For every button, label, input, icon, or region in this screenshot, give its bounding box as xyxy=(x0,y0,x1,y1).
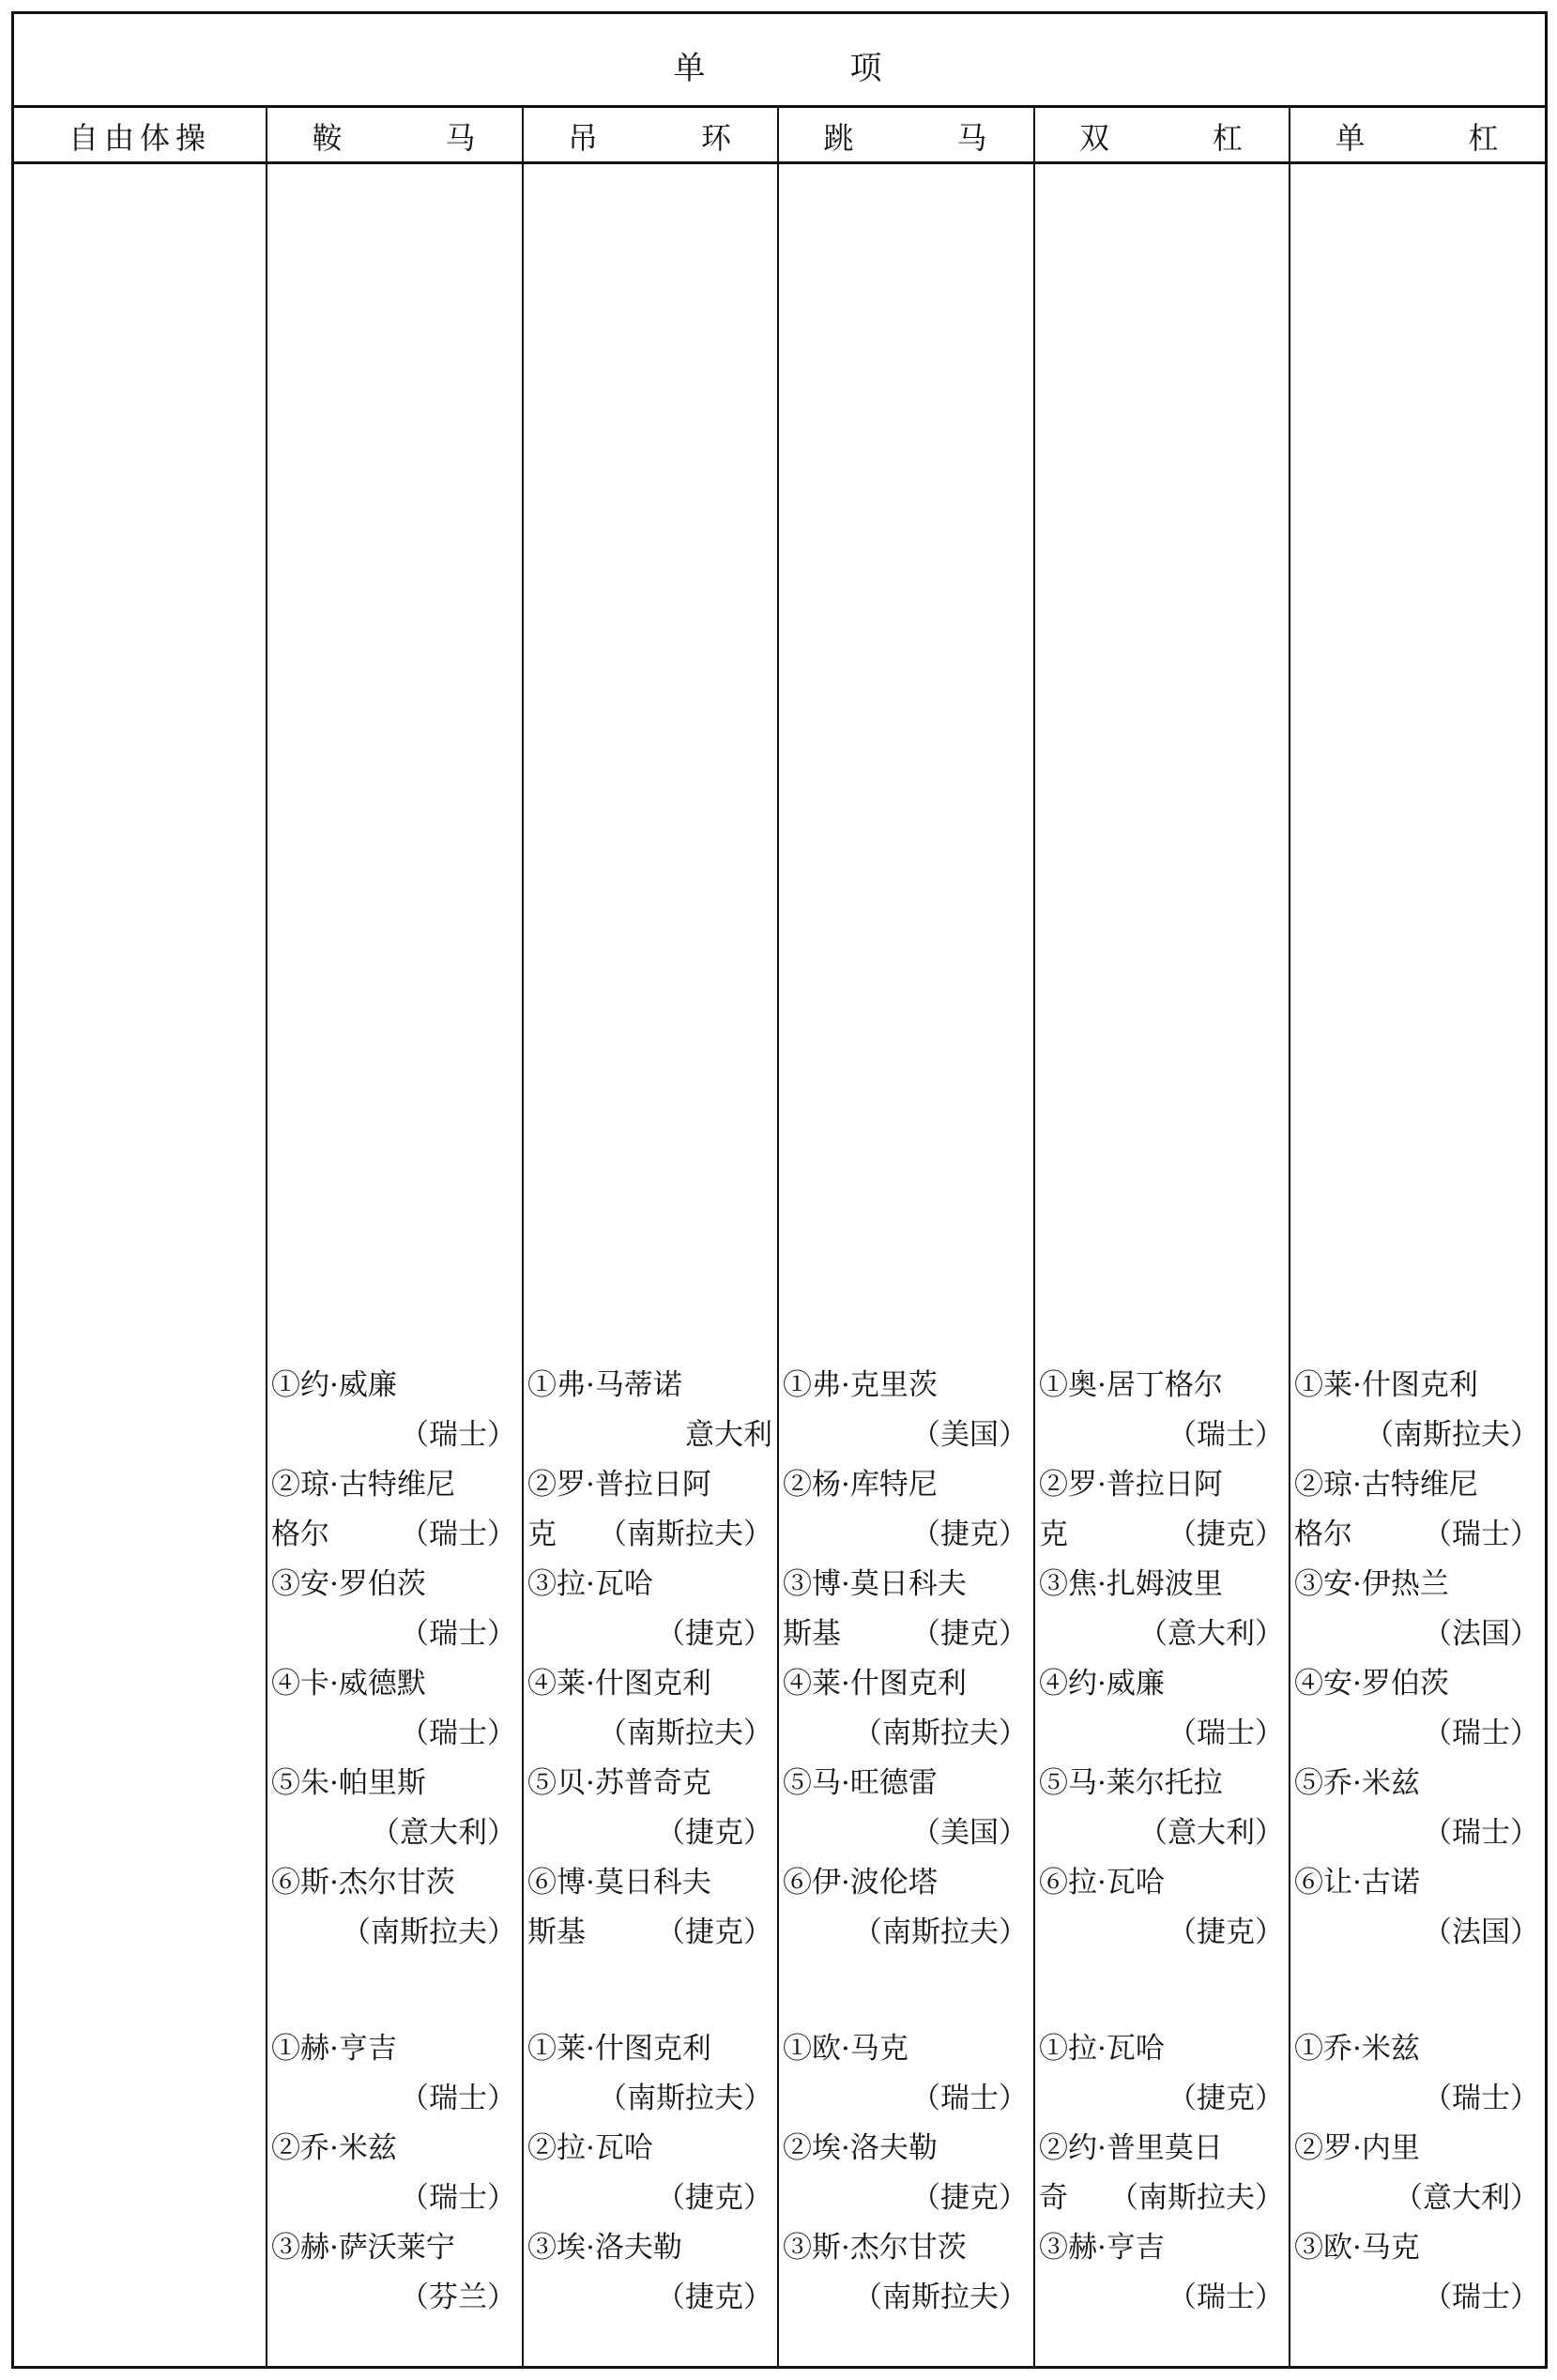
name-continuation: 克 xyxy=(1039,1518,1068,1551)
name-continuation: 斯基 xyxy=(527,1915,586,1949)
group2-results-cell xyxy=(1290,2024,1545,2323)
result-line: ①约·威廉 xyxy=(271,1368,397,1402)
result-line: ③欧·马克 xyxy=(1294,2231,1420,2265)
country-label: （瑞士） xyxy=(400,1518,516,1551)
result-line: ⑥伊·波伦塔 xyxy=(783,1866,938,1899)
result-line: （捷克） xyxy=(1168,2082,1284,2115)
result-line xyxy=(524,1510,778,1560)
result-line: （瑞士） xyxy=(1168,1716,1284,1750)
result-line: ②罗·内里 xyxy=(1294,2131,1420,2165)
column-header-parallel-bars xyxy=(1033,108,1289,164)
column-header-label: 杠 xyxy=(1468,120,1499,156)
name-continuation: 克 xyxy=(527,1518,557,1551)
column-header-high-bar xyxy=(1289,108,1545,164)
result-line: ③赫·萨沃莱宁 xyxy=(271,2231,455,2265)
result-line: （南斯拉夫） xyxy=(598,2082,772,2115)
result-line: （捷克） xyxy=(656,2281,772,2314)
country-label: （南斯拉夫） xyxy=(1109,2181,1284,2215)
country-label: （捷克） xyxy=(911,1617,1028,1651)
result-line: ③博·莫日科夫 xyxy=(783,1567,967,1601)
table-title xyxy=(14,42,1545,88)
column-header-label: 马 xyxy=(445,120,476,156)
group2-results-cell xyxy=(524,2024,778,2323)
result-line: ②杨·库特尼 xyxy=(783,1468,938,1502)
result-line xyxy=(1035,1510,1290,1560)
result-line: ⑥斯·杰尔甘茨 xyxy=(271,1866,455,1899)
group1-results-cell xyxy=(779,1361,1033,1958)
result-line: （南斯拉夫） xyxy=(598,1716,772,1750)
result-line: （法国） xyxy=(1423,1617,1539,1651)
result-line: ⑤乔·米兹 xyxy=(1294,1766,1420,1800)
result-line: ⑤贝·苏普奇克 xyxy=(527,1766,711,1800)
title-char-2: 项 xyxy=(849,50,886,87)
result-line: ④莱·什图克利 xyxy=(527,1667,711,1701)
result-line: （南斯拉夫） xyxy=(853,1716,1028,1750)
result-line: ⑤朱·帕里斯 xyxy=(271,1766,426,1800)
group1-results-cell xyxy=(267,1361,522,1958)
result-line xyxy=(1035,2174,1290,2223)
group1-results-cell xyxy=(1035,1361,1290,1958)
group1-results-cell xyxy=(1290,1361,1545,1958)
result-line: ④约·威廉 xyxy=(1039,1667,1165,1701)
group2-results-cell xyxy=(779,2024,1033,2323)
name-continuation: 格尔 xyxy=(271,1518,329,1551)
result-line: ①弗·马蒂诺 xyxy=(527,1368,682,1402)
column-header-floor xyxy=(14,108,266,164)
result-line: 意大利 xyxy=(685,1418,772,1452)
result-line: （瑞士） xyxy=(1423,2281,1539,2314)
result-line: （捷克） xyxy=(656,1617,772,1651)
country-label: （瑞士） xyxy=(1423,1518,1539,1551)
result-line: （捷克） xyxy=(656,2181,772,2215)
result-line: （芬兰） xyxy=(400,2281,516,2314)
result-line: （南斯拉夫） xyxy=(1365,1418,1539,1452)
title-char-1: 单 xyxy=(673,50,710,87)
name-continuation: 斯基 xyxy=(783,1617,841,1651)
result-line: ③埃·洛夫勒 xyxy=(527,2231,682,2265)
result-line: （美国） xyxy=(911,1816,1028,1850)
result-line: ②琼·古特维尼 xyxy=(1294,1468,1478,1502)
result-line: （瑞士） xyxy=(400,1418,516,1452)
result-line: ②拉·瓦哈 xyxy=(527,2131,653,2165)
column-header-rings xyxy=(522,108,777,164)
group2-results-cell xyxy=(267,2024,522,2323)
column-header-label: 马 xyxy=(956,120,987,156)
result-line: （意大利） xyxy=(1138,1816,1284,1850)
country-label: （捷克） xyxy=(1168,1518,1284,1551)
result-line: ④安·罗伯茨 xyxy=(1294,1667,1449,1701)
results-table xyxy=(11,11,1548,2369)
group2-results-cell xyxy=(1035,2024,1290,2323)
result-line xyxy=(524,1908,778,1958)
name-continuation: 格尔 xyxy=(1294,1518,1352,1551)
result-line: ④莱·什图克利 xyxy=(783,1667,967,1701)
result-line: （瑞士） xyxy=(400,1716,516,1750)
result-line: （美国） xyxy=(911,1418,1028,1452)
result-line: ③赫·亨吉 xyxy=(1039,2231,1165,2265)
result-line: （瑞士） xyxy=(1423,1716,1539,1750)
result-line: ②乔·米兹 xyxy=(271,2131,397,2165)
result-line: （捷克） xyxy=(1168,1915,1284,1949)
country-label: （捷克） xyxy=(656,1915,772,1949)
country-label: （南斯拉夫） xyxy=(598,1518,772,1551)
result-line: （意大利） xyxy=(1138,1617,1284,1651)
result-line: （意大利） xyxy=(371,1816,516,1850)
column-header-label: 自由体操 xyxy=(68,120,211,156)
result-line xyxy=(1290,1510,1545,1560)
column-header-vault xyxy=(777,108,1033,164)
result-line: （南斯拉夫） xyxy=(342,1915,516,1949)
result-line: （捷克） xyxy=(656,1816,772,1850)
result-line: （瑞士） xyxy=(1168,2281,1284,2314)
result-line: ①莱·什图克利 xyxy=(1294,1368,1478,1402)
name-continuation: 奇 xyxy=(1039,2181,1068,2215)
result-line: ①赫·亨吉 xyxy=(271,2032,397,2066)
column-header-label: 环 xyxy=(701,120,732,156)
result-line: （瑞士） xyxy=(911,2082,1028,2115)
result-line: ⑤马·莱尔托拉 xyxy=(1039,1766,1223,1800)
result-line: （瑞士） xyxy=(1168,1418,1284,1452)
column-header-label: 单 xyxy=(1335,120,1366,156)
result-line: （瑞士） xyxy=(400,2082,516,2115)
result-line: ①拉·瓦哈 xyxy=(1039,2032,1165,2066)
result-line: ③焦·扎姆波里 xyxy=(1039,1567,1223,1601)
result-line: （意大利） xyxy=(1394,2181,1539,2215)
result-line: ③安·伊热兰 xyxy=(1294,1567,1449,1601)
result-line: ①弗·克里茨 xyxy=(783,1368,938,1402)
result-line: ⑥让·古诺 xyxy=(1294,1866,1420,1899)
result-line: ⑤马·旺德雷 xyxy=(783,1766,938,1800)
result-line xyxy=(779,1610,1033,1659)
result-line: ①莱·什图克利 xyxy=(527,2032,711,2066)
group1-results-cell xyxy=(524,1361,778,1958)
result-line: ②罗·普拉日阿 xyxy=(1039,1468,1223,1502)
column-header-pommel-horse xyxy=(266,108,522,164)
column-header-label: 鞍 xyxy=(312,120,343,156)
column-header-label: 双 xyxy=(1078,120,1109,156)
column-header-label: 跳 xyxy=(823,120,854,156)
result-line: ④卡·威德默 xyxy=(271,1667,426,1701)
result-line: ②琼·古特维尼 xyxy=(271,1468,455,1502)
result-line: ①奥·居丁格尔 xyxy=(1039,1368,1223,1402)
result-line: ⑥博·莫日科夫 xyxy=(527,1866,711,1899)
column-header-label: 杠 xyxy=(1213,120,1244,156)
result-line: （瑞士） xyxy=(400,2181,516,2215)
result-line: （瑞士） xyxy=(1423,2082,1539,2115)
result-line: （瑞士） xyxy=(1423,1816,1539,1850)
result-line: （瑞士） xyxy=(400,1617,516,1651)
column-header-label: 吊 xyxy=(567,120,598,156)
result-line: （南斯拉夫） xyxy=(853,2281,1028,2314)
result-line: （捷克） xyxy=(911,2181,1028,2215)
result-line xyxy=(267,1510,522,1560)
result-line: ②埃·洛夫勒 xyxy=(783,2131,938,2165)
result-line: ③拉·瓦哈 xyxy=(527,1567,653,1601)
result-line: （法国） xyxy=(1423,1915,1539,1949)
result-line: ③斯·杰尔甘茨 xyxy=(783,2231,967,2265)
result-line: ③安·罗伯茨 xyxy=(271,1567,426,1601)
result-line: ①欧·马克 xyxy=(783,2032,908,2066)
result-line: （捷克） xyxy=(911,1518,1028,1551)
result-line: ②约·普里莫日 xyxy=(1039,2131,1223,2165)
result-line: （南斯拉夫） xyxy=(853,1915,1028,1949)
result-line: ②罗·普拉日阿 xyxy=(527,1468,711,1502)
result-line: ①乔·米兹 xyxy=(1294,2032,1420,2066)
result-line: ⑥拉·瓦哈 xyxy=(1039,1866,1165,1899)
